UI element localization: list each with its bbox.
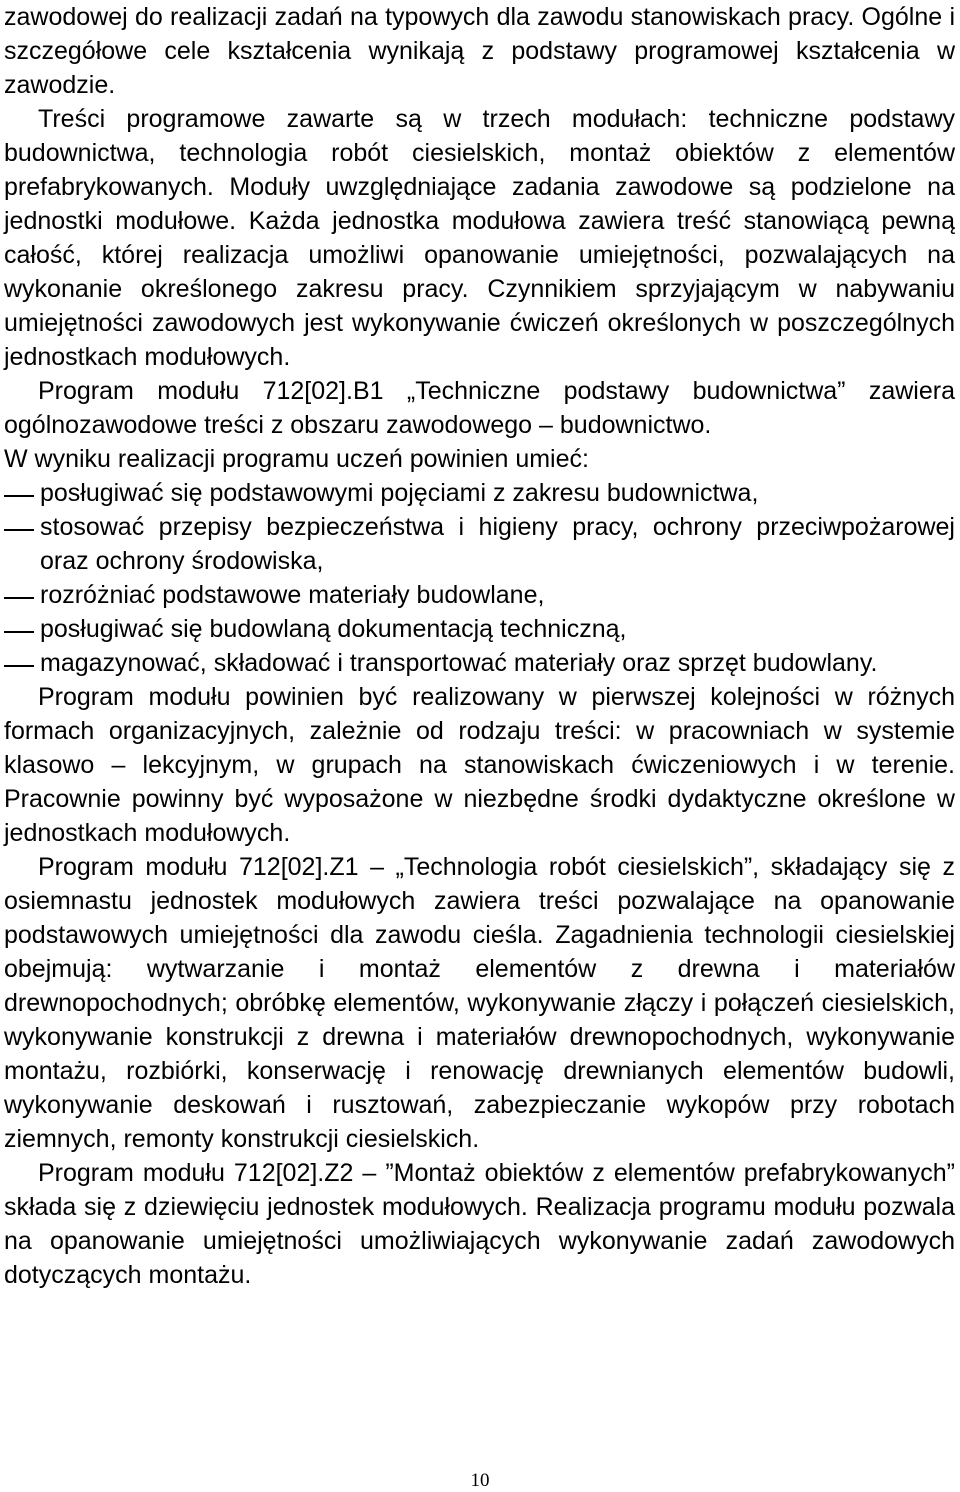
list-item: magazynować, składować i transportować materiały oraz sprzęt budowlany. [4,646,955,680]
list-item: posługiwać się podstawowymi pojęciami z zakresu budownictwa, [4,476,955,510]
document-body [4,0,955,1292]
list-item: posługiwać się budowlaną dokumentacją techniczną, [4,612,955,646]
paragraph-modules: Treści programowe zawarte są w trzech modułach: techniczne podstawy budownictwa, technologia robót ciesielskich, montaż obiektów z elementów prefabrykowanych. Moduły uwzględniające zadania zawodowe są podzielone na jednostki modułowe. Każda jednostka modułowa zawiera treść stanowiącą pewną całość, której realizacja umożliwi opanowanie umiejętności, pozwalających na wykonanie określonego zakresu pracy. Czynnikiem sprzyjającym w nabywaniu umiejętności zawodowych jest wykonywanie ćwiczeń określonych w poszczególnych jednostkach modułowych. [4,105,955,371]
list-item: rozróżniać podstawowe materiały budowlane, [4,578,955,612]
list-item: stosować przepisy bezpieczeństwa i higieny pracy, ochrony przeciwpożarowej oraz ochrony środowiska, [4,510,955,578]
paragraph-organization: Program modułu powinien być realizowany w pierwszej kolejności w różnych formach organizacyjnych, zależnie od rodzaju treści: w pracowniach w systemie klasowo – lekcyjnym, w grupach na stanowiskach ćwiczeniowych i w terenie. Pracownie powinny być wyposażone w niezbędne środki dydaktyczne określone w jednostkach modułowych. [4,683,955,847]
paragraph-goals: zawodowej do realizacji zadań na typowych dla zawodu stanowiskach pracy. Ogólne i szczegółowe cele kształcenia wynikają z podstawy programowej kształcenia w zawodzie. [4,3,955,99]
paragraph-module-z1: Program modułu 712[02].Z1 – „Technologia robót ciesielskich”, składający się z osiemnastu jednostek modułowych zawiera treści pozwalające na opanowanie podstawowych umiejętności dla zawodu cieśla. Zagadnienia technologii ciesielskiej obejmują: wytwarzanie i montaż elementów z drewna i materiałów drewnopochodnych; obróbkę elementów, wykonywanie złączy i połączeń ciesielskich, wykonywanie konstrukcji z drewna i materiałów drewnopochodnych, wykonywanie montażu, rozbiórki, konserwację i renowację drewnianych elementów budowli, wykonywanie deskowań i rusztowań, zabezpieczanie wykopów przy robotach ziemnych, remonty konstrukcji ciesielskich. [4,853,955,1153]
paragraph-outcomes-intro: W wyniku realizacji programu uczeń powinien umieć: [4,445,589,473]
paragraph-module-z2: Program modułu 712[02].Z2 – ”Montaż obiektów z elementów prefabrykowanych” składa się z dziewięciu jednostek modułowych. Realizacja programu modułu pozwala na opanowanie umiejętności umożliwiających wykonywanie zadań zawodowych dotyczących montażu. [4,1159,955,1289]
page-number: 10 [470,1470,490,1491]
outcomes-list [4,476,955,680]
paragraph-module-b1: Program modułu 712[02].B1 „Techniczne podstawy budownictwa” zawiera ogólnozawodowe treści z obszaru zawodowego – budownictwo. [4,377,955,439]
